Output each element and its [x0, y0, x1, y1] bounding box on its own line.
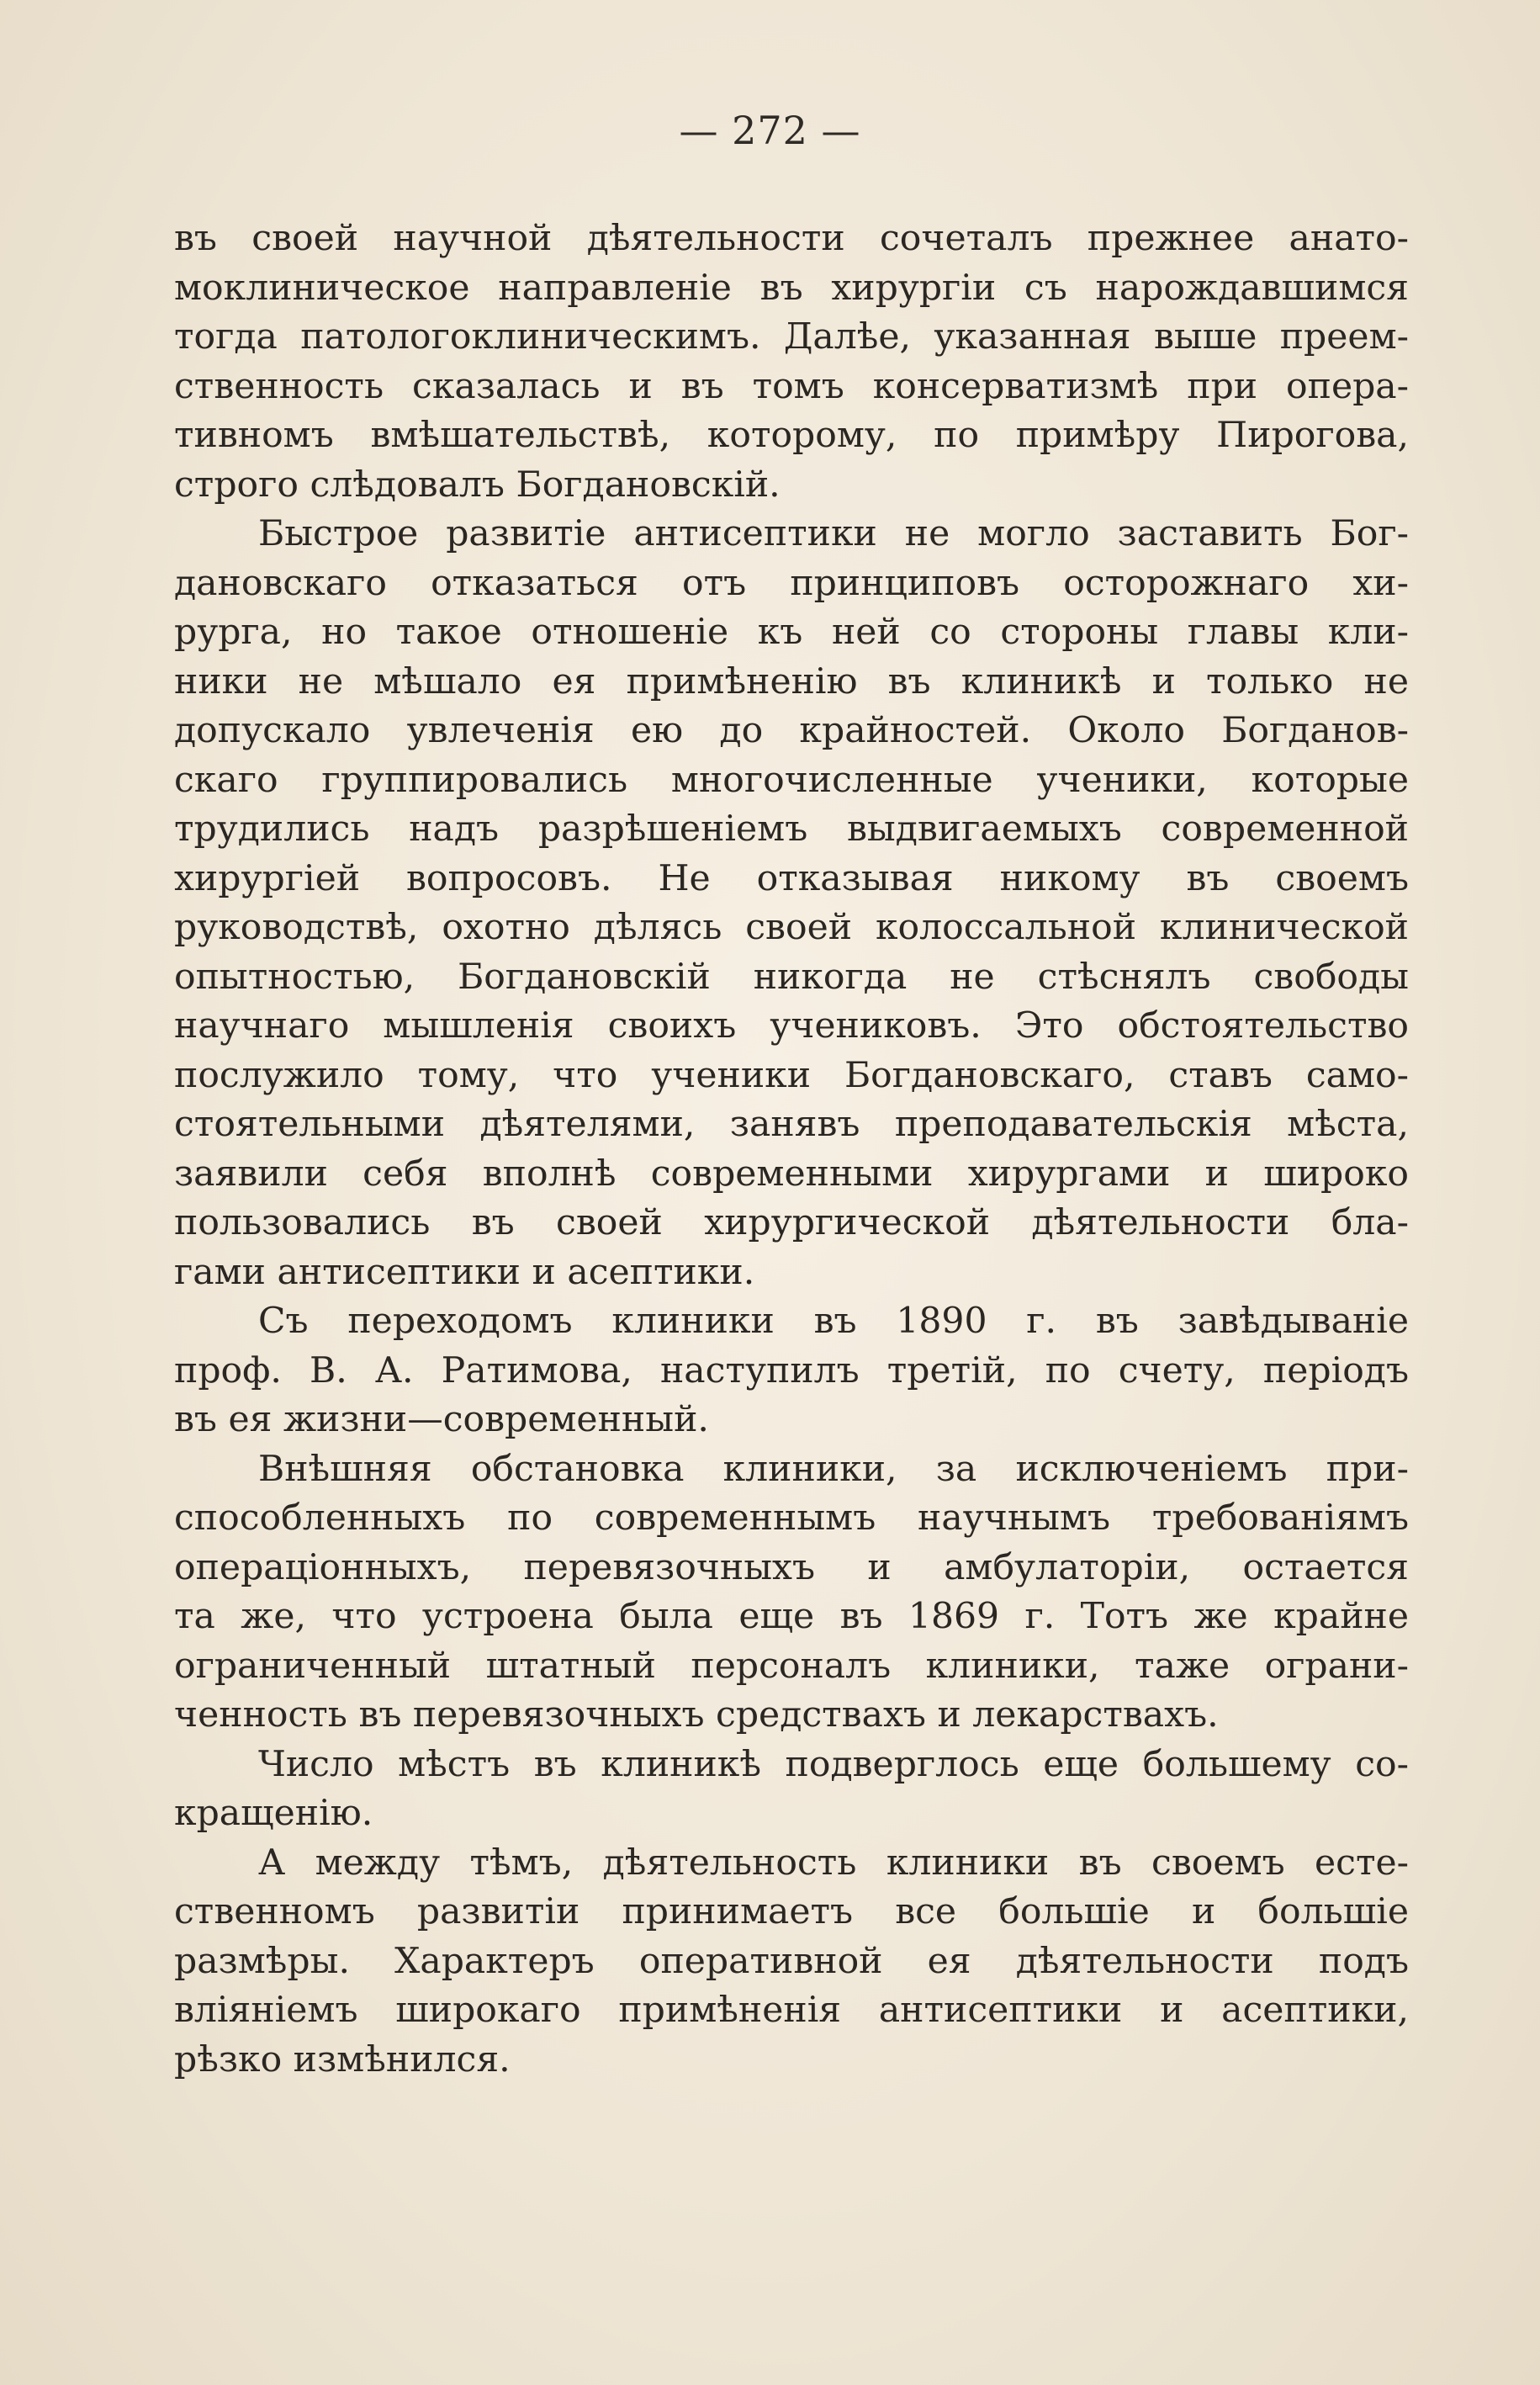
text-line: способленныхъ по современнымъ научнымъ требованіямъ: [174, 1497, 1409, 1539]
text-line: въ ея жизни—современный.: [174, 1399, 709, 1440]
text-line: та же, что устроена была еще въ 1869 г. Тотъ же крайне: [174, 1596, 1409, 1637]
text-line: ники не мѣшало ея примѣненію въ клиникѣ и только не: [174, 660, 1409, 702]
text-line: стоятельными дѣятелями, занявъ преподавательскія мѣста,: [174, 1104, 1409, 1145]
text-line: ственномъ развитіи принимаетъ все большіе и большіе: [174, 1891, 1409, 1932]
text-line: Съ переходомъ клиники въ 1890 г. въ завѣдываніе: [258, 1301, 1409, 1342]
paragraph-5: [174, 1741, 1409, 1839]
text-line: ственность сказалась и въ томъ консерватизмѣ при опера-: [174, 365, 1409, 407]
text-line: операціонныхъ, перевязочныхъ и амбулаторіи, остается: [174, 1546, 1409, 1588]
text-line: проф. В. А. Ратимова, наступилъ третій, по счету, періодъ: [174, 1349, 1409, 1391]
text-line: въ своей научной дѣятельности сочеталъ прежнее анато-: [174, 218, 1409, 259]
text-line: размѣры. Характеръ оперативной ея дѣятельности подъ: [174, 1940, 1409, 1982]
text-line: ченность въ перевязочныхъ средствахъ и лекарствахъ.: [174, 1694, 1219, 1736]
body-text: [174, 215, 1409, 2085]
text-line: послужило тому, что ученики Богдановскаго, ставъ само-: [174, 1054, 1409, 1096]
paragraph-6: [174, 1839, 1409, 2086]
text-line: гами антисептики и асептики.: [174, 1251, 755, 1293]
text-line: научнаго мышленія своихъ учениковъ. Это обстоятельство: [174, 1005, 1409, 1047]
text-line: вліяніемъ широкаго примѣненія антисептики и асептики,: [174, 1990, 1409, 2031]
text-line: рѣзко измѣнился.: [174, 2038, 511, 2080]
text-line: дановскаго отказаться отъ принциповъ осторожнаго хи-: [174, 562, 1409, 604]
paragraph-3: [174, 1297, 1409, 1445]
text-line: руководствѣ, охотно дѣлясь своей колоссальной клинической: [174, 907, 1409, 948]
text-line: А между тѣмъ, дѣятельность клиники въ своемъ есте-: [258, 1842, 1409, 1884]
text-line: допускало увлеченія ею до крайностей. Около Богданов-: [174, 710, 1409, 751]
paragraph-4: [174, 1445, 1409, 1741]
text-line: строго слѣдовалъ Богдановскій.: [174, 464, 781, 506]
paragraph-1: [174, 215, 1409, 510]
text-line: моклиническое направленіе въ хирургіи съ нарождавшимся: [174, 267, 1409, 309]
text-line: опытностью, Богдановскій никогда не стѣснялъ свободы: [174, 956, 1409, 998]
page-number: — 272 —: [679, 108, 861, 153]
paragraph-2: [174, 510, 1409, 1297]
text-line: тивномъ вмѣшательствѣ, которому, по примѣру Пирогова,: [174, 415, 1409, 456]
text-line: кращенію.: [174, 1793, 373, 1834]
text-line: тогда патологоклиническимъ. Далѣе, указанная выше преем-: [174, 316, 1409, 358]
text-line: Число мѣстъ въ клиникѣ подверглось еще большему со-: [258, 1743, 1409, 1785]
text-line: хирургіей вопросовъ. Не отказывая никому въ своемъ: [174, 857, 1409, 899]
text-line: заявили себя вполнѣ современными хирургами и широко: [174, 1153, 1409, 1195]
text-line: пользовались въ своей хирургической дѣятельности бла-: [174, 1202, 1409, 1243]
text-line: ограниченный штатный персоналъ клиники, таже ограни-: [174, 1645, 1409, 1687]
text-line: Быстрое развитіе антисептики не могло заставить Бог-: [258, 513, 1409, 554]
text-line: рурга, но такое отношеніе къ ней со стороны главы кли-: [174, 612, 1409, 653]
text-line: трудились надъ разрѣшеніемъ выдвигаемыхъ современной: [174, 808, 1409, 850]
text-line: Внѣшняя обстановка клиники, за исключеніемъ при-: [258, 1448, 1409, 1490]
text-line: скаго группировались многочисленные ученики, которые: [174, 759, 1409, 801]
